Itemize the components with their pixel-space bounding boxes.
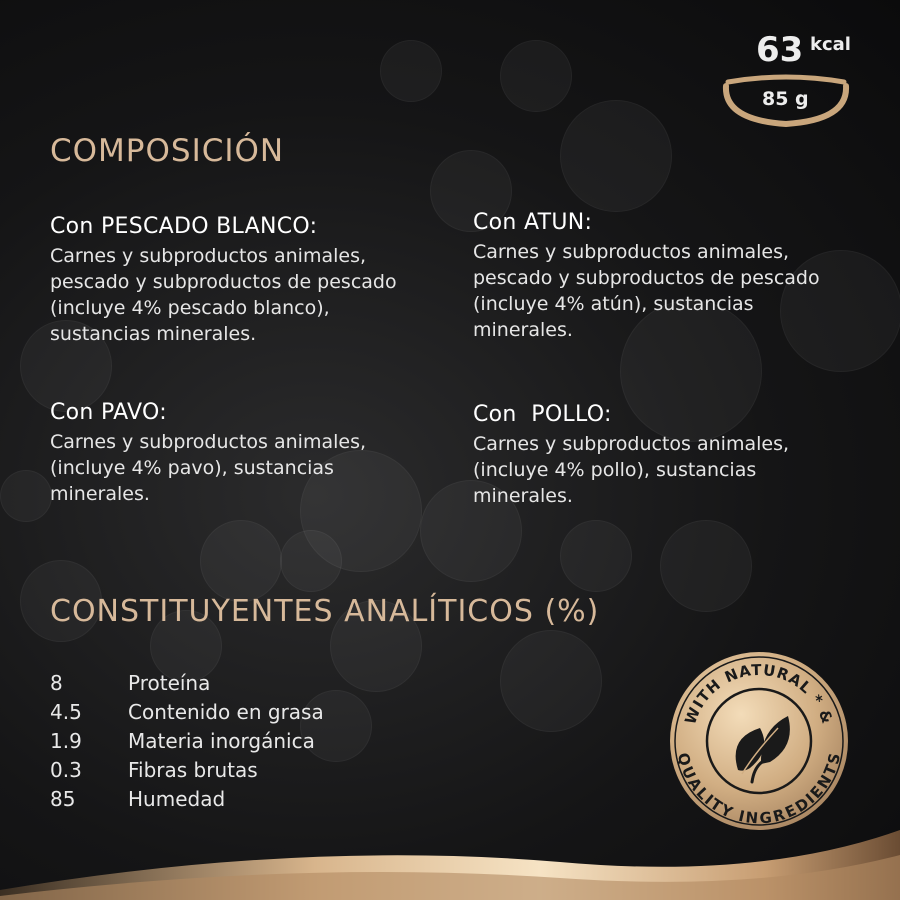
analysis-label: Fibras brutas [128,757,258,782]
analysis-value: 85 [50,786,76,811]
composition-title: Con ATUN: [473,210,593,235]
constituyentes-heading: CONSTITUYENTES ANALÍTICOS (%) [50,594,600,629]
analysis-label: Materia inorgánica [128,728,315,753]
seal-top-text: WITH NATURAL * & [681,660,837,727]
composition-text: Carnes y subproductos animales, pescado y subproductos de pescado (incluye 4% atún), sustancias minerales. [473,241,820,341]
composition-text: Carnes y subproductos animales, (incluye 4% pavo), sustancias minerales. [50,431,367,505]
composition-text: Carnes y subproductos animales, pescado y subproductos de pescado (incluye 4% pescado blanco), sustancias minerales. [50,245,397,345]
composition-block [50,214,460,347]
composition-block [50,400,460,507]
analysis-row [50,726,324,755]
analysis-value: 1.9 [50,728,82,753]
analysis-value: 0.3 [50,757,82,782]
seal-bottom-text: QUALITY INGREDIENTS [673,751,845,828]
composition-text: Carnes y subproductos animales, (incluye 4% pollo), sustancias minerales. [473,433,790,507]
composition-title: Con POLLO: [473,402,612,427]
kcal-unit: kcal [810,34,851,55]
analysis-table [50,668,324,813]
gold-wave-decoration [0,800,900,900]
analysis-row [50,668,324,697]
portion-weight: 85 g [762,88,809,110]
analysis-row [50,755,324,784]
analysis-label: Humedad [128,786,226,811]
analysis-row [50,697,324,726]
kcal-value: 63 [756,30,804,70]
composicion-heading: COMPOSICIÓN [50,133,285,169]
analysis-label: Contenido en grasa [128,699,324,724]
composition-block [473,402,883,509]
composition-block [473,210,883,343]
analysis-label: Proteína [128,670,211,695]
analysis-value: 8 [50,670,63,695]
analysis-value: 4.5 [50,699,82,724]
composition-title: Con PESCADO BLANCO: [50,214,318,239]
composition-title: Con PAVO: [50,400,167,425]
energy-badge [716,28,856,128]
